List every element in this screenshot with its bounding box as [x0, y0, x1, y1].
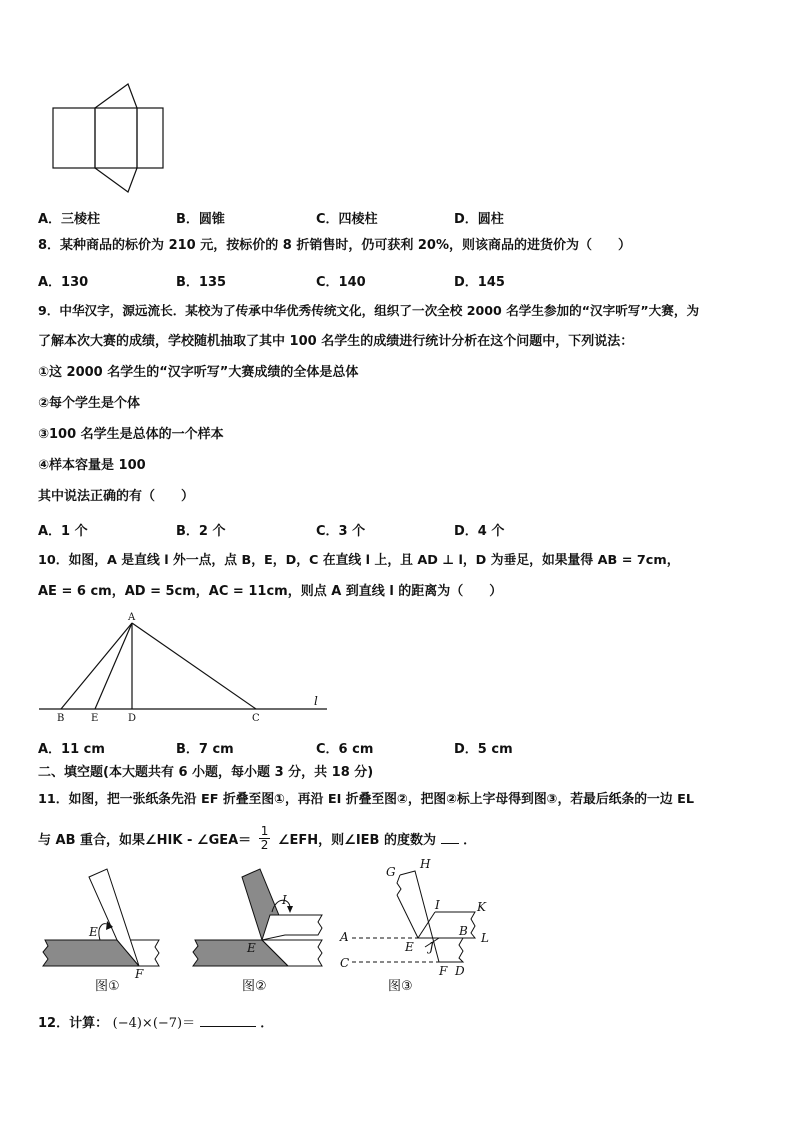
q11-fig3-label-j: J	[429, 940, 434, 954]
q11-figure-1	[40, 860, 170, 980]
q11-stem-line1: 11．如图，把一张纸条先沿 EF 折叠至图①，再沿 EI 折叠至图②，把图②标上字母得到图③，若最后纸条的一边 EL	[38, 792, 694, 807]
q10-option-b: B．7 cm	[176, 742, 234, 757]
q11-fig1-label-e: E	[89, 925, 98, 939]
q10-label-e: E	[91, 713, 99, 724]
q11-fraction	[259, 825, 271, 852]
q11-fig2-label-i: I	[282, 893, 287, 907]
q10-label-a: A	[128, 612, 136, 623]
q10-geometry-figure	[35, 608, 335, 726]
q11-fig2-caption: 图②	[242, 979, 267, 994]
q11-fig3-label-b: B	[459, 924, 468, 938]
q11-fig3-label-f: F	[439, 964, 448, 978]
q9-stem-line1: 9．中华汉字，源远流长．某校为了传承中华优秀传统文化，组织了一次全校 2000 名学生参加的“汉字听写”大赛，为	[38, 303, 700, 318]
q8-option-d: D．145	[454, 275, 505, 290]
q10-label-d: D	[128, 713, 137, 724]
q11-figure-2	[190, 860, 330, 980]
q12-tail: ．	[260, 1016, 274, 1031]
q10-option-c: C．6 cm	[316, 742, 374, 757]
q11-stem-part-a: 与 AB 重合，如果∠HIK - ∠GEA＝	[38, 833, 252, 848]
q10-label-l: l	[314, 694, 318, 708]
q11-stem-line2	[38, 824, 477, 854]
q11-fig1-caption: 图①	[95, 979, 120, 994]
q11-fraction-numerator: 1	[260, 824, 269, 838]
q11-fig3-label-l: L	[481, 931, 489, 945]
q10-stem-line1: 10．如图，A 是直线 l 外一点，点 B，E，D，C 在直线 l 上，且 AD ⊥ l，D 为垂足，如果量得 AB = 7cm，	[38, 553, 680, 568]
q9-option-c: C．3 个	[316, 524, 366, 539]
q11-answer-blank[interactable]	[441, 831, 459, 844]
q10-label-c: C	[252, 713, 260, 724]
q11-tail: ．	[463, 833, 477, 848]
q11-fig3-label-i: I	[435, 898, 440, 912]
q11-fig2-label-e: E	[247, 941, 256, 955]
q12-expression: (−4)×(−7)＝	[112, 1016, 196, 1031]
q12-stem-part-a: 12．计算：	[38, 1016, 109, 1031]
q8-option-a: A．130	[38, 275, 89, 290]
q8-option-b: B．135	[176, 275, 227, 290]
q11-fig3-label-e: E	[405, 940, 414, 954]
q11-fig3-label-g: G	[386, 865, 396, 879]
q7-option-c: C．四棱柱	[316, 212, 378, 227]
q9-option-a: A．1 个	[38, 524, 88, 539]
q9-statement-1: ①这 2000 名学生的“汉字听写”大赛成绩的全体是总体	[38, 365, 359, 380]
q7-option-b: B．圆锥	[176, 212, 225, 227]
q8-stem: 8．某种商品的标价为 210 元，按标价的 8 折销售时，仍可获利 20%，则该商品的进货价为（ ）	[38, 238, 631, 253]
section-2-title: 二、填空题(本大题共有 6 小题，每小题 3 分，共 18 分)	[38, 765, 374, 780]
q9-statement-4: ④样本容量是 100	[38, 458, 146, 473]
prism-net-figure	[45, 78, 175, 198]
q11-fraction-denominator: 2	[260, 838, 269, 852]
q11-figure-3	[335, 855, 505, 985]
q9-statement-2: ②每个学生是个体	[38, 396, 141, 411]
q11-fig3-label-k: K	[477, 900, 486, 914]
q9-statement-3: ③100 名学生是总体的一个样本	[38, 427, 224, 442]
q11-fig1-label-f: F	[135, 967, 144, 980]
q10-stem-line2: AE = 6 cm，AD = 5cm，AC = 11cm，则点 A 到直线 l 的距离为（ ）	[38, 584, 503, 599]
q11-fig3-label-c: C	[340, 956, 350, 970]
q11-stem-part-b: ∠EFH，则∠IEB 的度数为	[277, 833, 436, 848]
q11-fig3-label-a: A	[340, 930, 349, 944]
q8-option-c: C．140	[316, 275, 366, 290]
q7-option-d: D．圆柱	[454, 212, 504, 227]
q10-label-b: B	[57, 713, 65, 724]
q9-stem-line2: 了解本次大赛的成绩，学校随机抽取了其中 100 名学生的成绩进行统计分析在这个问题中，下列说法：	[38, 334, 634, 349]
q12-answer-blank[interactable]	[200, 1014, 256, 1027]
q11-fig3-caption: 图③	[388, 979, 413, 994]
q11-fig3-label-h: H	[420, 857, 431, 871]
q10-option-d: D．5 cm	[454, 742, 513, 757]
q9-option-d: D．4 个	[454, 524, 505, 539]
q11-fig3-label-d: D	[455, 964, 465, 978]
q9-option-b: B．2 个	[176, 524, 226, 539]
q12-stem	[38, 1014, 273, 1033]
q7-option-a: A．三棱柱	[38, 212, 101, 227]
q10-option-a: A．11 cm	[38, 742, 105, 757]
q9-ask: 其中说法正确的有（ ）	[38, 489, 195, 504]
